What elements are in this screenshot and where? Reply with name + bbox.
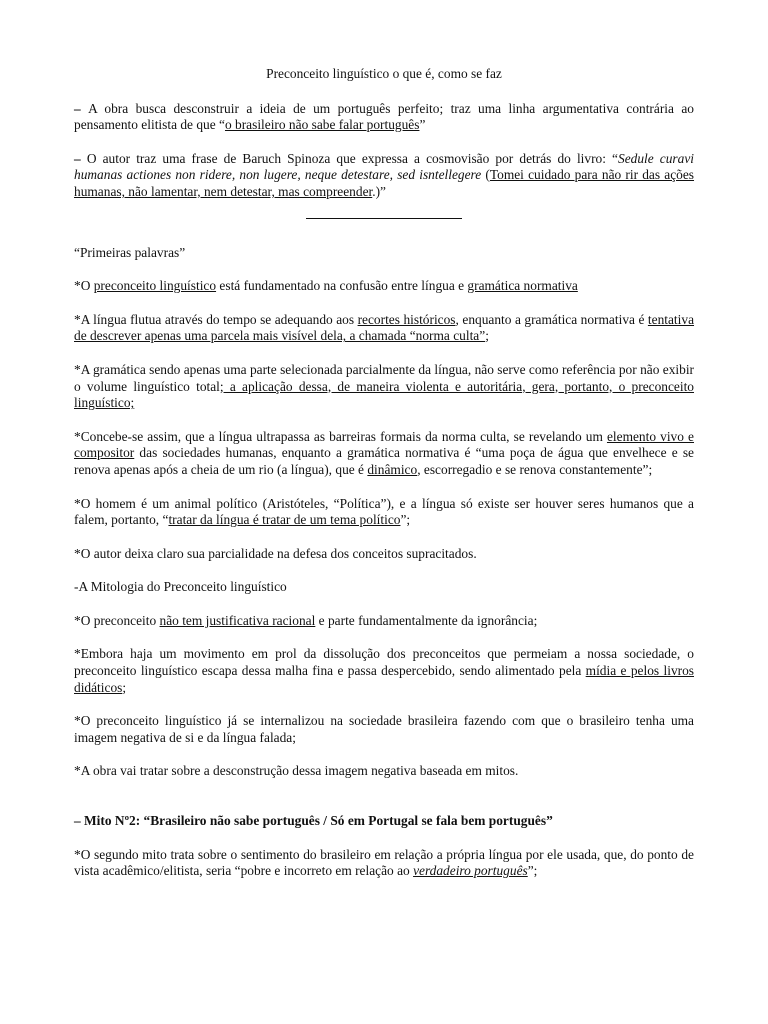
text: ; bbox=[485, 328, 489, 344]
text: *A gramática sendo apenas uma parte selecionada parcialmente da língua, não serve como referência por não exibir o volume linguístico total bbox=[74, 361, 694, 394]
text: , escorregadio e se renova constantemente”; bbox=[417, 461, 653, 477]
document-title: Preconceito linguístico o que é, como se faz bbox=[266, 66, 502, 81]
section-heading-primeiras: “Primeiras palavras” bbox=[74, 244, 186, 260]
bullet-paragraph bbox=[74, 429, 694, 479]
bullet-paragraph: *O preconceito linguístico já se internalizou na sociedade brasileira fazendo com que o brasileiro tenha uma imagem negativa de si e da língua falada; bbox=[74, 713, 694, 745]
underlined-text: tratar da língua é tratar de um tema político bbox=[168, 512, 401, 528]
dash: – bbox=[74, 150, 87, 166]
bullet-paragraph: *O autor deixa claro sua parcialidade na defesa dos conceitos supracitados. bbox=[74, 545, 477, 561]
underlined-text: elemento vivo e compositor bbox=[74, 428, 694, 461]
dash: – bbox=[74, 100, 89, 116]
text: *Concebe-se assim, que a língua ultrapassa as barreiras formais da norma culta, se revelando um bbox=[74, 428, 607, 444]
text: ” bbox=[419, 117, 426, 133]
text: , enquanto a gramática normativa é bbox=[455, 311, 648, 327]
text: .)” bbox=[372, 183, 387, 199]
text: A obra busca desconstruir a ideia de um português perfeito; traz uma linha argumentativa contrária ao pensamento elitista de que “ bbox=[74, 100, 694, 133]
bullet-paragraph bbox=[74, 847, 694, 880]
text: *A língua flutua através do tempo se adequando aos bbox=[74, 311, 358, 327]
separator-line bbox=[306, 218, 462, 219]
bullet-paragraph bbox=[74, 362, 694, 412]
intro-paragraph-2 bbox=[74, 151, 694, 201]
bullet-paragraph bbox=[74, 496, 694, 529]
underlined-text: ; a aplicação dessa, de maneira violenta e autoritária, gera, portanto, o preconceito linguístico; bbox=[74, 378, 694, 411]
text: *O preconceito bbox=[74, 612, 160, 628]
bullet-paragraph bbox=[74, 646, 694, 696]
underlined-text: dinâmico bbox=[367, 461, 418, 477]
underlined-text: não tem justificativa racional bbox=[159, 612, 316, 628]
text: *O segundo mito trata sobre o sentimento do brasileiro em relação a própria língua por ele usada, que, do ponto de vista acadêmico/elitista, seria “pobre e incorreto em relação ao bbox=[74, 846, 694, 879]
underlined-text: mídia e pelos livros didáticos bbox=[74, 663, 694, 695]
intro-paragraph-1 bbox=[74, 101, 694, 134]
text: ; bbox=[122, 679, 127, 695]
underlined-translation: Tomei cuidado para não rir das ações humanas, não lamentar, nem detestar, mas compreender bbox=[74, 167, 695, 199]
text: das sociedades humanas, enquanto a gramática normativa é “uma poça de água que envelhece e se renova apenas após a cheia de um rio (a língua), que é bbox=[74, 445, 694, 477]
underlined-text: recortes históricos bbox=[357, 311, 456, 327]
text: ”; bbox=[527, 863, 538, 879]
underlined-text: preconceito linguístico bbox=[93, 278, 217, 294]
bullet-paragraph bbox=[74, 312, 694, 345]
section-heading-mitologia: -A Mitologia do Preconceito linguístico bbox=[74, 579, 287, 595]
bullet-paragraph: *A obra vai tratar sobre a desconstrução dessa imagem negativa baseada em mitos. bbox=[74, 763, 519, 779]
text: está fundamentado na confusão entre língua e bbox=[216, 278, 468, 294]
text: *Embora haja um movimento em prol da dissolução dos preconceitos que permeiam a nossa sociedade, o preconceito linguístico escapa dessa malha fina e passa despercebido, sendo alimentado pela bbox=[74, 646, 694, 679]
underlined-text: gramática normativa bbox=[467, 278, 578, 294]
text: *O bbox=[74, 278, 94, 294]
text: O autor traz uma frase de Baruch Spinoza que expressa a cosmovisão por detrás do livro: “ bbox=[86, 150, 618, 166]
text: ”; bbox=[400, 512, 411, 528]
text: e parte fundamentalmente da ignorância; bbox=[315, 612, 538, 628]
text: *O homem é um animal político (Aristóteles, “Política”), e a língua só existe ser houver seres humanos que a falem, portanto, “ bbox=[74, 495, 694, 528]
underlined-text: tentativa de descrever apenas uma parcela mais visível dela, a chamada “norma culta” bbox=[74, 311, 695, 344]
text: ( bbox=[481, 167, 490, 183]
latin-quote: Sedule curavi humanas actiones non ridere, non lugere, neque detestare, sed isntellegere bbox=[74, 150, 695, 183]
myth-heading: – Mito Nº2: “Brasileiro não sabe português / Só em Portugal se fala bem português” bbox=[74, 813, 553, 829]
bullet-paragraph bbox=[74, 613, 694, 630]
underlined-italic-text: verdadeiro português bbox=[413, 863, 528, 879]
underlined-text: o brasileiro não sabe falar português bbox=[224, 117, 420, 133]
bullet-paragraph bbox=[74, 278, 694, 295]
